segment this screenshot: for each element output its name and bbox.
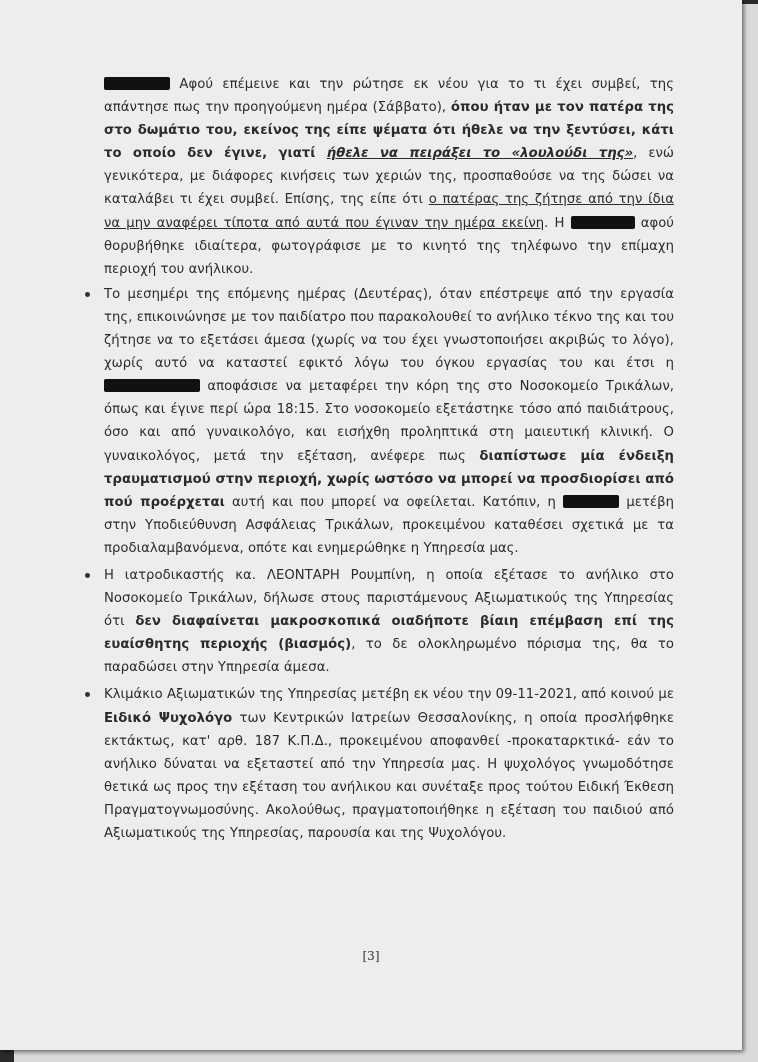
bold-text: όπου ήταν με τον πατέρα της στο δωμάτιο του, εκείνος της είπε ψέματα ότι ήθελε να την ξεντύσει, κάτι το οποίο δεν έγινε, γιατί: [104, 100, 674, 162]
redaction-mark: [104, 379, 200, 392]
page-number: [3]: [362, 949, 380, 963]
bold-text: διαπίστωσε μία ένδειξη τραυματισμού στην περιοχή, χωρίς ωστόσο να μπορεί να προσδιορίσει από πού προέρχεται: [104, 448, 674, 510]
text-run: μετέβη στην Υποδιεύθυνση Ασφάλειας Τρικάλων, προκειμένου καταθέσει σχετικά με τα προδιαλαμβανόμενα, οπότε και ενημερώθηκε η Υπηρεσία μας.: [104, 494, 674, 556]
text-run: των Κεντρικών Ιατρείων Θεσσαλονίκης, η οποία προσλήφθηκε εκτάκτως, κατ' αρθ. 187 Κ.Π.Δ., προκειμένου αποφανθεί -προκαταρκτικά- εάν το ανήλικο δύναται να εξεταστεί από την Υπηρεσία μας. Η ψυχολόγος γνωμοδότησε θετικά ως προς την εξέταση του ανήλικου και συνέταξε προς τούτου Ειδική Έκθεση Πραγματογνωμοσύνης. Ακολούθως, πραγματοποιήθηκε η εξέταση του παιδιού από Αξιωματικούς της Υπηρεσίας, παρουσία και της Ψυχολόγου.: [104, 710, 674, 841]
text-run: αποφάσισε να μεταφέρει την κόρη της στο Νοσοκομείο Τρικάλων, όπως και έγινε περί ώρα 18:15. Στο νοσοκομείο εξετάστηκε τόσο από παιδιάτρους, όσο και από γυναικολόγο, και εισήχθη προληπτικά στη μαιευτική κλινική. Ο γυναικολόγος, μετά την εξέταση, ανέφερε πως: [104, 379, 674, 464]
redaction-mark: [571, 216, 635, 229]
text-run: , ενώ γενικότερα, με διάφορες κινήσεις των χεριών της, προσπαθούσε να της δώσει να καταλάβει τι έχει συμβεί. Επίσης, της είπε ότι: [104, 146, 675, 208]
bullet-icon: [85, 573, 90, 578]
text-run: Κλιμάκιο Αξιωματικών της Υπηρεσίας μετέβη εκ νέου την 09-11-2021, από κοινού με: [104, 687, 674, 703]
bold-italic-underlined-text: ήθελε να πειράξει το «λουλούδι της»: [326, 146, 634, 162]
redaction-mark: [563, 495, 619, 508]
bold-text: Ειδικό Ψυχολόγο: [104, 710, 233, 726]
document-body: [104, 73, 674, 849]
bullet-icon: [85, 292, 90, 297]
text-run: Αφού επέμεινε και την ρώτησε εκ νέου για το τι έχει συμβεί, της απάντησε πως την προηγούμενη ημέρα (Σάββατο),: [104, 77, 674, 116]
text-run: Η ιατροδικαστής κα. ΛΕΟΝΤΑΡΗ Ρουμπίνη, η οποία εξέτασε το ανήλικο στο Νοσοκομείο Τρικάλων, δήλωσε στους παριστάμενους Αξιωματικούς της Υπηρεσίας ότι: [104, 567, 674, 630]
text-run: Το μεσημέρι της επόμενης ημέρας (Δευτέρας), όταν επέστρεψε από την εργασία της, επικοινώνησε με τον παιδίατρο που παρακολουθεί το ανήλικο τέκνο της και του ζήτησε να το εξετάσει άμεσα (χωρίς να του έχει γνωστοποιήσει ακριβώς το λόγο), χωρίς αυτό να καταστεί εφικτό λόγω του όγκου εργασίας του και έτσι η: [104, 286, 674, 372]
bullet-icon: [85, 692, 90, 697]
bold-text: δεν διαφαίνεται μακροσκοπικά οιαδήποτε βίαιη επέμβαση επί της ευαίσθητης περιοχής (βιασμός): [104, 614, 674, 653]
bullet-item: [104, 683, 674, 845]
underlined-text: ο πατέρας της ζήτησε από την ίδια να μην αναφέρει τίποτα από αυτά που έγιναν την ημέρα εκείνη: [104, 192, 674, 231]
text-run: αφού θορυβήθηκε ιδιαίτερα, φωτογράφισε με το κινητό της τηλέφωνο την επίμαχη περιοχή του ανήλικου.: [104, 215, 674, 277]
paragraph-continued: [104, 73, 674, 281]
text-run: . Η: [544, 215, 571, 231]
bullet-item: [104, 283, 674, 560]
text-run: αυτή και που μπορεί να οφείλεται. Κατόπιν, η: [224, 494, 564, 510]
redaction-mark: [104, 77, 170, 90]
bullet-item: [104, 564, 674, 679]
text-run: , το δε ολοκληρωμένο πόρισμα της, θα το παραδώσει στην Υπηρεσία άμεσα.: [104, 637, 674, 676]
